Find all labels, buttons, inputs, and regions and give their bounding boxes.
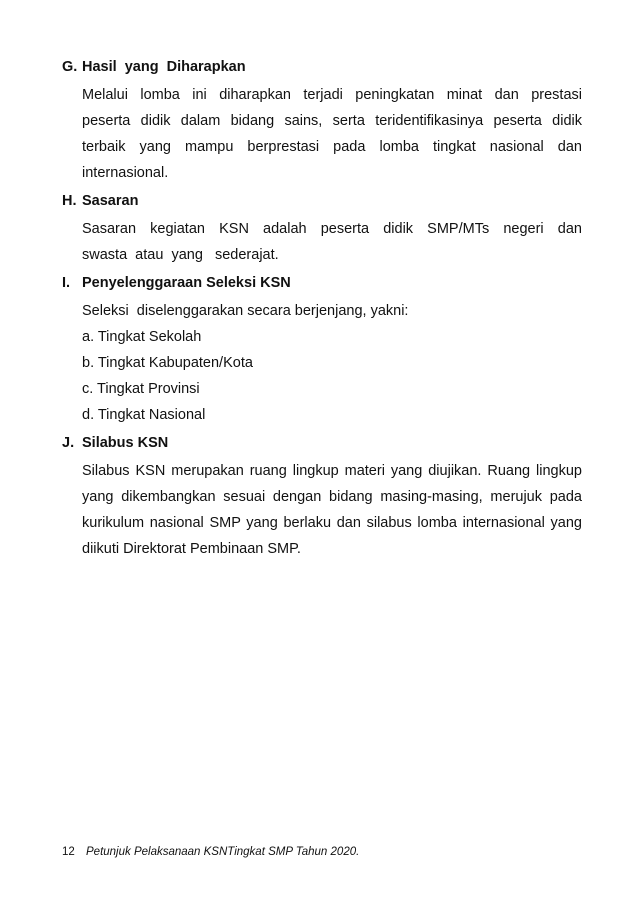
section-heading (62, 192, 582, 210)
section-body (82, 82, 582, 186)
page-footer (62, 845, 359, 859)
section-title: Hasil yang Diharapkan (82, 59, 246, 75)
list-item: d. Tingkat Nasional (82, 407, 206, 423)
body-line: peserta didik dalam bidang sains, serta teridentifikasinya peserta didik (82, 113, 582, 129)
section-title: Silabus KSN (82, 435, 169, 451)
body-line: kurikulum nasional SMP yang berlaku dan silabus lomba internasional yang (82, 515, 582, 531)
section-letter: J. (62, 435, 75, 451)
body-line: Seleksi diselenggarakan secara berjenjang, yakni: (82, 303, 409, 319)
section-g (62, 58, 582, 186)
section-heading (62, 58, 582, 76)
list-item: c. Tingkat Provinsi (82, 381, 200, 397)
section-i (62, 274, 582, 428)
body-line: Sasaran kegiatan KSN adalah peserta didik SMP/MTs negeri dan (82, 221, 582, 237)
body-line: diikuti Direktorat Pembinaan SMP. (82, 541, 301, 557)
section-body (82, 298, 582, 324)
section-j (62, 434, 582, 562)
section-body (82, 458, 582, 562)
section-title: Penyelenggaraan Seleksi KSN (82, 275, 291, 291)
section-h (62, 192, 582, 268)
body-line: terbaik yang mampu berprestasi pada lomba tingkat nasional dan (82, 139, 582, 155)
list-item: b. Tingkat Kabupaten/Kota (82, 355, 253, 371)
body-line: internasional. (82, 165, 169, 181)
body-line: swasta atau yang sederajat. (82, 247, 279, 263)
section-title: Sasaran (82, 193, 139, 209)
section-letter: G. (62, 59, 78, 75)
section-body (82, 216, 582, 268)
level-list (62, 324, 582, 428)
section-letter: I. (62, 275, 71, 291)
page-number: 12 (62, 846, 75, 858)
section-heading (62, 434, 582, 452)
body-line: Silabus KSN merupakan ruang lingkup materi yang diujikan. Ruang lingkup (82, 463, 582, 479)
section-letter: H. (62, 193, 77, 209)
body-line: Melalui lomba ini diharapkan terjadi peningkatan minat dan prestasi (82, 87, 582, 103)
body-line: yang dikembangkan sesuai dengan bidang masing-masing, merujuk pada (82, 489, 582, 505)
footer-title: Petunjuk Pelaksanaan KSNTingkat SMP Tahun 2020. (86, 846, 360, 858)
section-heading (62, 274, 582, 292)
list-item: a. Tingkat Sekolah (82, 329, 202, 345)
